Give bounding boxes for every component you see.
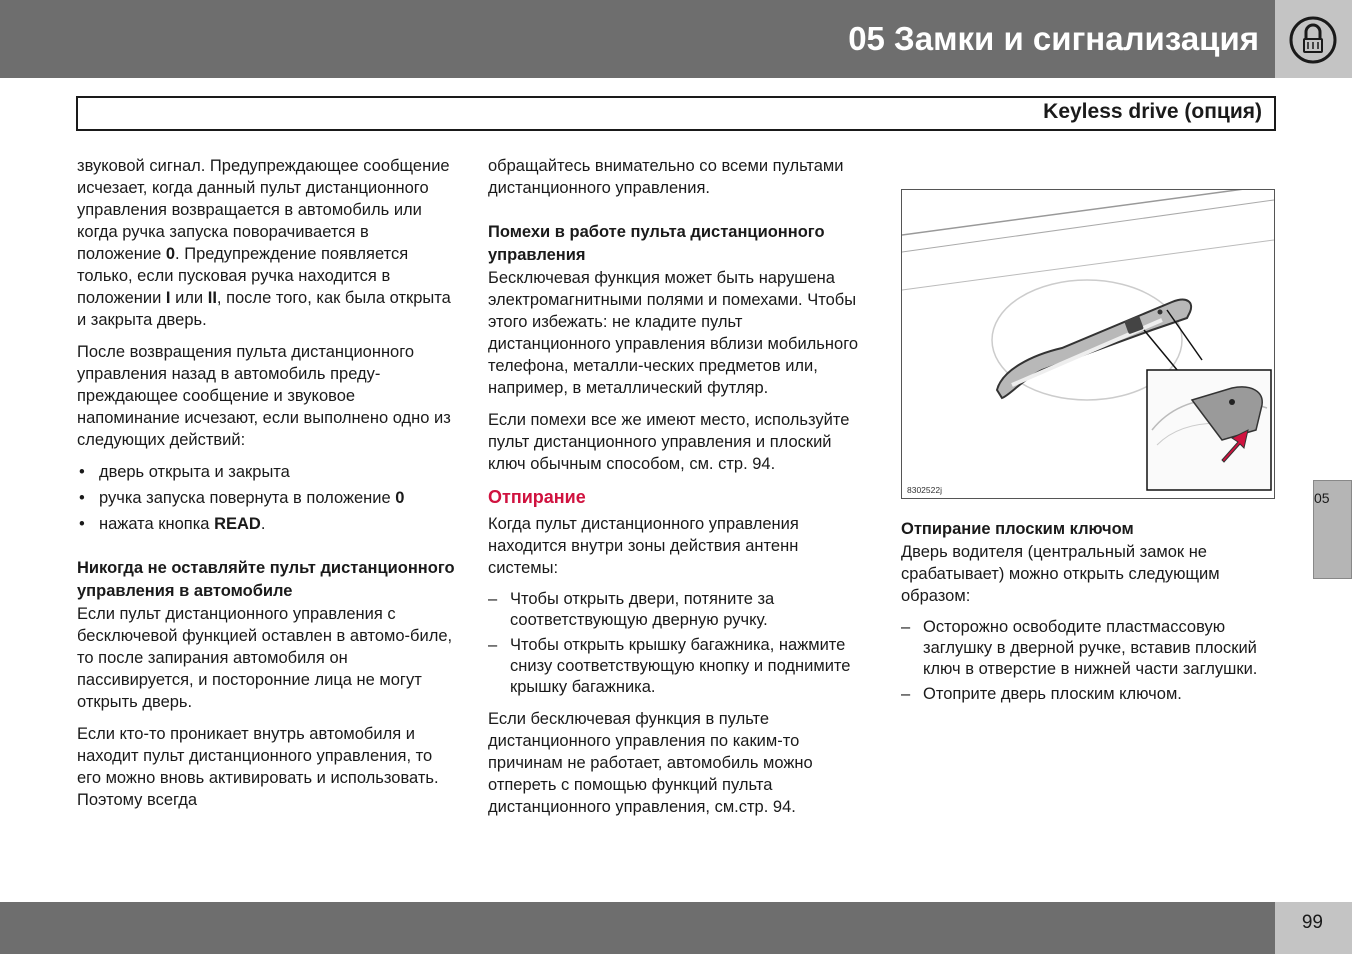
paragraph: обращайтесь внимательно со всеми пультами дистанционного управления. <box>488 157 844 197</box>
column-1 <box>77 155 457 821</box>
section-header <box>76 96 1276 131</box>
chapter-icon-box <box>1275 0 1352 78</box>
list-item: – Отоприте дверь плоским ключом. <box>901 684 1273 705</box>
paragraph: Когда пульт дистанционного управления находится внутри зоны действия антенн системы: <box>488 515 799 577</box>
list-item: – Чтобы открыть двери, потяните за соответствующую дверную ручку. <box>488 589 868 631</box>
paragraph: Бесключевая функция может быть нарушена электромагнитными полями и помехами. Чтобы этого избежать: не кладите пульт дистанционного управления вблизи мобильного телефона, металли-ческих предметов или, например, в металлический футляр. <box>488 269 859 397</box>
footer-bar <box>0 902 1275 954</box>
paragraph: Если кто-то проникает внутрь автомобиля и находит пульт дистанционного управления, то его можно вновь активировать и использовать. Поэтому всегда <box>77 725 439 809</box>
lock-icon <box>1275 0 1352 78</box>
header-bar <box>0 0 1275 78</box>
paragraph: Если пульт дистанционного управления с бесключевой функцией оставлен в автомо-биле, то после запирания автомобиля он пассивируется, и посторонние лица не могут открыть дверь. <box>77 605 453 711</box>
list-item: • ручка запуска повернута в положение 0 <box>77 487 457 509</box>
paragraph: Если помехи все же имеют место, используйте пульт дистанционного управления и плоский ключ обычным способом, см. стр. 94. <box>488 411 850 473</box>
door-handle-drawing <box>902 190 1274 498</box>
chapter-title: 05 Замки и сигнализация <box>848 20 1259 57</box>
list-item: – Чтобы открыть крышку багажника, нажмите снизу соответствующую кнопку и поднимите крышку багажника. <box>488 635 868 698</box>
paragraph: После возвращения пульта дистанционного управления назад в автомобиль преду-преждающее сообщение и звуковое напоминание исчезают, если выполнено одно из следующих действий: <box>77 343 451 449</box>
list-item: – Осторожно освободите пластмассовую заглушку в дверной ручке, вставив плоский ключ в отверстие в нижней части заглушки. <box>901 617 1273 680</box>
section-heading: Никогда не оставляйте пульт дистанционного управления в автомобиле <box>77 559 455 600</box>
column-2 <box>488 155 868 828</box>
list-item: • дверь открыта и закрыта <box>77 461 457 483</box>
dash-list <box>901 617 1273 705</box>
section-heading: Помехи в работе пульта дистанционного управления <box>488 223 825 264</box>
section-heading: Отпирание плоским ключом <box>901 520 1134 538</box>
paragraph: Дверь водителя (центральный замок не срабатывает) можно открыть следующим образом: <box>901 543 1220 605</box>
bullet-list <box>77 461 457 535</box>
figure-code: 8302522j <box>907 485 942 495</box>
list-item: • нажата кнопка READ. <box>77 513 457 535</box>
column-3 <box>901 518 1273 715</box>
dash-list <box>488 589 868 698</box>
section-title: Keyless drive (опция) <box>1043 100 1262 123</box>
page-number: 99 <box>1301 912 1323 933</box>
door-handle-illustration <box>901 189 1275 499</box>
subheading-unlocking: Отпирание <box>488 487 586 507</box>
chapter-tab-label: 05 <box>1314 490 1330 506</box>
paragraph: Если бесключевая функция в пульте дистанционного управления по каким-то причинам не работает, автомобиль можно отпереть с помощью функций пульта дистанционного управления, см.стр. 94. <box>488 710 813 816</box>
paragraph: звуковой сигнал. Предупреждающее сообщение исчезает, когда данный пульт дистанционного управления возвращается в автомобиль или когда ручка запуска поворачивается в положение 0. Предупреждение появляется только, если пусковая ручка находится в положении I или II, после того, как была открыта и закрыта дверь. <box>77 157 451 329</box>
